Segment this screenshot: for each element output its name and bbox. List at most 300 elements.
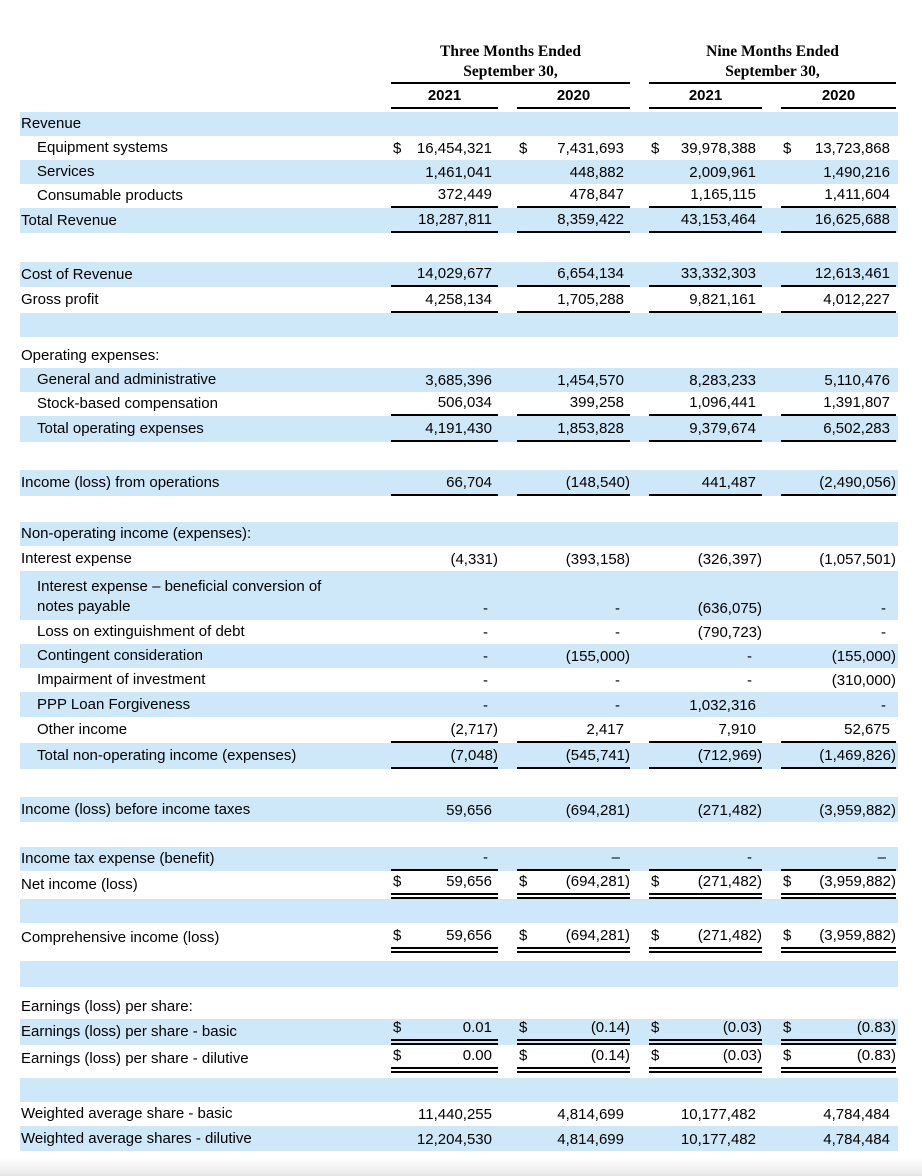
group-title-line2: September 30, <box>725 63 820 80</box>
row-label: Consumable products <box>37 187 183 204</box>
value: - <box>615 600 620 617</box>
value-cell <box>649 522 762 546</box>
value: (1,057,501) <box>819 551 896 568</box>
value: 10,177,482 <box>680 1131 756 1148</box>
table-row <box>20 871 898 899</box>
value-cell <box>517 287 630 313</box>
value-cell <box>781 571 896 620</box>
value-cell <box>649 644 762 668</box>
value: 52,675 <box>844 721 890 738</box>
value-cell <box>391 160 498 184</box>
value: 59,656 <box>446 802 492 819</box>
value-cell <box>781 644 896 668</box>
value: (712,969) <box>697 747 762 764</box>
value: 0.00 <box>462 1047 492 1064</box>
table-row <box>20 470 898 496</box>
table-row <box>20 344 898 368</box>
value-cell <box>391 847 498 871</box>
row-label: Impairment of investment <box>37 671 206 688</box>
value: (694,281) <box>565 927 630 944</box>
table-row <box>20 208 898 233</box>
value-cell <box>781 1102 896 1126</box>
value: 1,461,041 <box>425 164 492 181</box>
value-cell <box>649 692 762 717</box>
value: 441,487 <box>701 474 756 491</box>
value-cell <box>781 620 896 644</box>
value-cell <box>517 470 630 496</box>
row-label: Total operating expenses <box>37 420 204 437</box>
dollar-sign: $ <box>651 1047 660 1064</box>
value: - <box>483 624 488 641</box>
value-cell <box>649 344 762 368</box>
value: (155,000) <box>831 648 896 665</box>
row-label: Gross profit <box>21 291 99 308</box>
value: 4,258,134 <box>425 291 492 308</box>
value: 2,417 <box>586 721 624 738</box>
value-cell <box>517 1019 630 1045</box>
value: (393,158) <box>565 551 630 568</box>
table-row <box>20 136 898 160</box>
value-cell <box>517 112 630 136</box>
row-label: Total Revenue <box>21 211 117 229</box>
year-header-3mo-2021: 2021 <box>391 86 498 109</box>
value: - <box>483 849 488 866</box>
value: - <box>881 697 886 714</box>
table-row <box>20 692 898 717</box>
value: - <box>483 672 488 689</box>
value: - <box>747 672 752 689</box>
col-group-nine-months <box>649 42 896 84</box>
value: 39,978,388 <box>680 140 756 157</box>
value-cell <box>391 112 498 136</box>
value: (3,959,882) <box>819 802 896 819</box>
value-cell <box>781 743 896 769</box>
value: 4,814,699 <box>557 1106 624 1123</box>
row-label: Loss on extinguishment of debt <box>37 623 245 640</box>
table-row <box>20 184 898 208</box>
value-cell <box>391 1102 498 1126</box>
value: (7,048) <box>450 747 498 764</box>
row-label: Earnings (loss) per share - dilutive <box>21 1050 249 1067</box>
value-cell <box>649 287 762 313</box>
value-cell <box>391 717 498 743</box>
value: (310,000) <box>831 672 896 689</box>
dollar-sign: $ <box>783 927 792 944</box>
value-cell <box>517 392 630 416</box>
value: 1,032,316 <box>689 697 756 714</box>
row-label: Total non-operating income (expenses) <box>37 747 297 764</box>
page-bottom-shadow <box>0 1158 922 1176</box>
value-cell <box>781 344 896 368</box>
value-cell <box>391 620 498 644</box>
value: - <box>483 697 488 714</box>
value-cell <box>517 262 630 287</box>
value-cell <box>649 1126 762 1151</box>
value-cell <box>649 871 762 899</box>
value-cell <box>391 1126 498 1151</box>
value-cell <box>391 546 498 571</box>
value-cell <box>517 644 630 668</box>
value: 9,379,674 <box>689 420 756 437</box>
row-label: Other income <box>37 721 128 738</box>
value-cell <box>517 620 630 644</box>
spacer-row <box>20 496 898 522</box>
value: 8,283,233 <box>689 372 756 389</box>
spacer-row <box>20 337 898 344</box>
value: 33,332,303 <box>680 265 756 282</box>
value-cell <box>391 344 498 368</box>
value-cell <box>781 262 896 287</box>
value-cell <box>391 416 498 442</box>
value: 2,009,961 <box>689 164 756 181</box>
value-cell <box>781 160 896 184</box>
value-cell <box>781 995 896 1019</box>
value-cell <box>649 208 762 233</box>
value-cell <box>517 1045 630 1073</box>
header-label-spacer <box>20 42 372 84</box>
group-title-line1: Three Months Ended <box>440 43 581 60</box>
value: (3,959,882) <box>819 873 896 890</box>
dollar-sign: $ <box>519 1019 528 1036</box>
value-cell <box>649 546 762 571</box>
value-cell <box>781 717 896 743</box>
value: - <box>483 600 488 617</box>
value-cell <box>649 262 762 287</box>
value: 1,853,828 <box>557 420 624 437</box>
value-cell <box>649 923 762 953</box>
value-cell <box>517 923 630 953</box>
value-cell <box>391 184 498 208</box>
dollar-sign: $ <box>519 927 528 944</box>
value: 13,723,868 <box>814 140 890 157</box>
table-row <box>20 416 898 442</box>
table-row <box>20 797 898 822</box>
row-label: Stock-based compensation <box>37 395 218 412</box>
table-row <box>20 392 898 416</box>
dollar-sign: $ <box>783 1019 792 1036</box>
spacer-row <box>20 899 898 923</box>
value: (1,469,826) <box>819 747 896 764</box>
value: 506,034 <box>437 394 492 411</box>
value: (0.03) <box>722 1019 762 1036</box>
value: - <box>881 624 886 641</box>
value: 66,704 <box>446 474 492 491</box>
dollar-sign: $ <box>783 873 792 890</box>
value: 43,153,464 <box>680 211 756 228</box>
value-cell <box>391 871 498 899</box>
value-cell <box>649 392 762 416</box>
value: 18,287,811 <box>418 211 492 228</box>
dollar-sign: $ <box>393 1019 402 1036</box>
spacer-row <box>20 953 898 961</box>
value-cell <box>781 1045 896 1073</box>
value-cell <box>517 797 630 822</box>
value: - <box>615 624 620 641</box>
value-cell <box>391 644 498 668</box>
value-cell <box>391 1045 498 1073</box>
table-row <box>20 1045 898 1073</box>
value-cell <box>781 923 896 953</box>
value: 372,449 <box>437 186 492 203</box>
table-row <box>20 287 898 313</box>
spacer-row <box>20 769 898 797</box>
dollar-sign: $ <box>651 927 660 944</box>
value: 11,440,255 <box>418 1106 492 1123</box>
value: 16,625,688 <box>814 211 890 228</box>
value-cell <box>649 668 762 692</box>
table-row <box>20 847 898 871</box>
value-cell <box>517 546 630 571</box>
value: (3,959,882) <box>819 927 896 944</box>
value: 448,882 <box>569 164 624 181</box>
value-cell <box>649 368 762 392</box>
value: (0.14) <box>590 1019 630 1036</box>
spacer-row <box>20 822 898 847</box>
value: 1,490,216 <box>823 164 890 181</box>
table-row <box>20 546 898 571</box>
value-cell <box>391 995 498 1019</box>
value: 10,177,482 <box>680 1106 756 1123</box>
value: 7,431,693 <box>557 140 624 157</box>
row-label: Operating expenses: <box>21 347 160 364</box>
value: - <box>615 697 620 714</box>
table-row <box>20 522 898 546</box>
value: (2,490,056) <box>819 474 896 491</box>
value: 399,258 <box>569 394 624 411</box>
value-cell <box>649 184 762 208</box>
table-row <box>20 262 898 287</box>
dollar-sign: $ <box>519 1047 528 1064</box>
value-cell <box>781 184 896 208</box>
value: 478,847 <box>569 186 624 203</box>
value-cell <box>649 743 762 769</box>
value-cell <box>391 368 498 392</box>
value-cell <box>391 522 498 546</box>
value: (271,482) <box>697 873 762 890</box>
value: (271,482) <box>697 927 762 944</box>
value: (0.83) <box>856 1047 896 1064</box>
value-cell <box>391 287 498 313</box>
value: 4,784,484 <box>823 1106 890 1123</box>
dollar-sign: $ <box>519 873 528 890</box>
value: 14,029,677 <box>416 265 492 282</box>
value: (271,482) <box>697 802 762 819</box>
value: 7,910 <box>718 721 756 738</box>
value-cell <box>517 208 630 233</box>
value-cell <box>781 692 896 717</box>
value: 4,814,699 <box>557 1131 624 1148</box>
value: 4,012,227 <box>823 291 890 308</box>
year-header-row <box>20 86 898 109</box>
value-cell <box>391 1019 498 1045</box>
row-label: Weighted average share - basic <box>21 1105 233 1122</box>
row-label: Contingent consideration <box>37 647 203 664</box>
value-cell <box>649 1019 762 1045</box>
group-title-line2: September 30, <box>463 63 558 80</box>
value: 5,110,476 <box>824 372 890 389</box>
value: 1,096,441 <box>689 394 756 411</box>
value-cell <box>781 871 896 899</box>
value-cell <box>649 160 762 184</box>
value: 1,391,807 <box>823 394 890 411</box>
value: (694,281) <box>565 802 630 819</box>
row-label: Equipment systems <box>37 139 168 156</box>
value-cell <box>649 717 762 743</box>
table-row <box>20 644 898 668</box>
value: 3,685,396 <box>425 372 492 389</box>
row-label-line1: Interest expense – beneficial conversion of <box>37 578 322 595</box>
value-cell <box>781 847 896 871</box>
value-cell <box>391 797 498 822</box>
value-cell <box>781 1019 896 1045</box>
value-cell <box>781 368 896 392</box>
value-cell <box>649 995 762 1019</box>
value-cell <box>517 416 630 442</box>
value-cell <box>517 743 630 769</box>
value-cell <box>781 136 896 160</box>
table-row <box>20 717 898 743</box>
value: (0.03) <box>722 1047 762 1064</box>
value-cell <box>781 416 896 442</box>
value: (545,741) <box>565 747 630 764</box>
table-row <box>20 1019 898 1045</box>
dollar-sign: $ <box>783 140 792 157</box>
value: 12,613,461 <box>814 265 890 282</box>
value: (2,717) <box>450 721 498 738</box>
value: (0.14) <box>590 1047 630 1064</box>
year-header-3mo-2020: 2020 <box>517 86 630 109</box>
value-cell <box>781 208 896 233</box>
row-label <box>20 577 372 620</box>
row-label: Weighted average shares - dilutive <box>21 1129 252 1147</box>
row-label: Interest expense <box>21 549 132 567</box>
value-cell <box>781 287 896 313</box>
value: (148,540) <box>565 474 630 491</box>
row-label: Net income (loss) <box>21 876 138 893</box>
value: - <box>881 600 886 617</box>
row-label: Income tax expense (benefit) <box>21 850 215 867</box>
value: - <box>747 849 752 866</box>
row-label: Income (loss) from operations <box>21 474 220 491</box>
value: (790,723) <box>697 624 762 641</box>
value-cell <box>391 668 498 692</box>
table-body <box>20 112 922 1151</box>
value-cell <box>517 692 630 717</box>
value-cell <box>391 571 498 620</box>
spacer-row <box>20 987 898 995</box>
table-row <box>20 995 898 1019</box>
spacer-row <box>20 961 898 987</box>
value: 1,454,570 <box>557 372 624 389</box>
value-cell <box>517 160 630 184</box>
value-cell <box>649 136 762 160</box>
col-group-three-months <box>391 42 630 84</box>
row-label: General and administrative <box>37 371 217 388</box>
value-cell <box>781 112 896 136</box>
value: 8,359,422 <box>557 211 624 228</box>
spacer-row <box>20 233 898 262</box>
row-label: Income (loss) before income taxes <box>21 800 251 818</box>
row-label: Services <box>37 163 95 180</box>
table-row <box>20 620 898 644</box>
value-cell <box>517 847 630 871</box>
value-cell <box>781 522 896 546</box>
value-cell <box>517 344 630 368</box>
value-cell <box>517 717 630 743</box>
row-label: Revenue <box>21 115 82 132</box>
value-cell <box>781 546 896 571</box>
dollar-sign: $ <box>651 140 660 157</box>
value-cell <box>517 871 630 899</box>
table-row <box>20 668 898 692</box>
table-row <box>20 923 898 953</box>
table-row <box>20 1102 898 1126</box>
spacer-row <box>20 1078 898 1102</box>
row-label: PPP Loan Forgiveness <box>37 695 191 713</box>
value-cell <box>391 136 498 160</box>
value-cell <box>649 797 762 822</box>
value: 4,191,430 <box>425 420 492 437</box>
value: 0.01 <box>462 1019 492 1036</box>
row-label: Earnings (loss) per share: <box>21 998 193 1015</box>
value: – <box>877 849 886 866</box>
value: 6,654,134 <box>557 265 624 282</box>
value-cell <box>517 1126 630 1151</box>
table-row <box>20 743 898 769</box>
value-cell <box>649 1045 762 1073</box>
value-cell <box>391 262 498 287</box>
value-cell <box>649 470 762 496</box>
group-title-line1: Nine Months Ended <box>706 43 839 60</box>
value-cell <box>517 571 630 620</box>
row-label: Comprehensive income (loss) <box>21 929 220 946</box>
table-row <box>20 1126 898 1151</box>
value: (0.83) <box>856 1019 896 1036</box>
value: – <box>611 849 620 866</box>
value-cell <box>391 392 498 416</box>
value-cell <box>781 797 896 822</box>
year-header-9mo-2021: 2021 <box>649 86 762 109</box>
value-cell <box>781 1126 896 1151</box>
value-cell <box>391 692 498 717</box>
value: 1,705,288 <box>557 291 624 308</box>
value: 1,411,604 <box>824 186 890 203</box>
value-cell <box>649 847 762 871</box>
value-cell <box>391 743 498 769</box>
value: 12,204,530 <box>416 1131 492 1148</box>
value-cell <box>517 995 630 1019</box>
value: 1,165,115 <box>690 186 756 203</box>
value: (694,281) <box>565 873 630 890</box>
header-label-spacer <box>20 86 372 109</box>
value-cell <box>649 571 762 620</box>
dollar-sign: $ <box>783 1047 792 1064</box>
value-cell <box>781 392 896 416</box>
year-header-9mo-2020: 2020 <box>781 86 896 109</box>
value: 9,821,161 <box>689 291 756 308</box>
value-cell <box>649 416 762 442</box>
value-cell <box>391 208 498 233</box>
row-label-line2: notes payable <box>37 598 131 615</box>
value-cell <box>649 112 762 136</box>
value: (155,000) <box>565 648 630 665</box>
value: (326,397) <box>697 551 762 568</box>
row-label: Non-operating income (expenses): <box>21 525 252 542</box>
dollar-sign: $ <box>393 873 402 890</box>
value-cell <box>391 923 498 953</box>
dollar-sign: $ <box>393 927 402 944</box>
value: 59,656 <box>446 873 492 890</box>
